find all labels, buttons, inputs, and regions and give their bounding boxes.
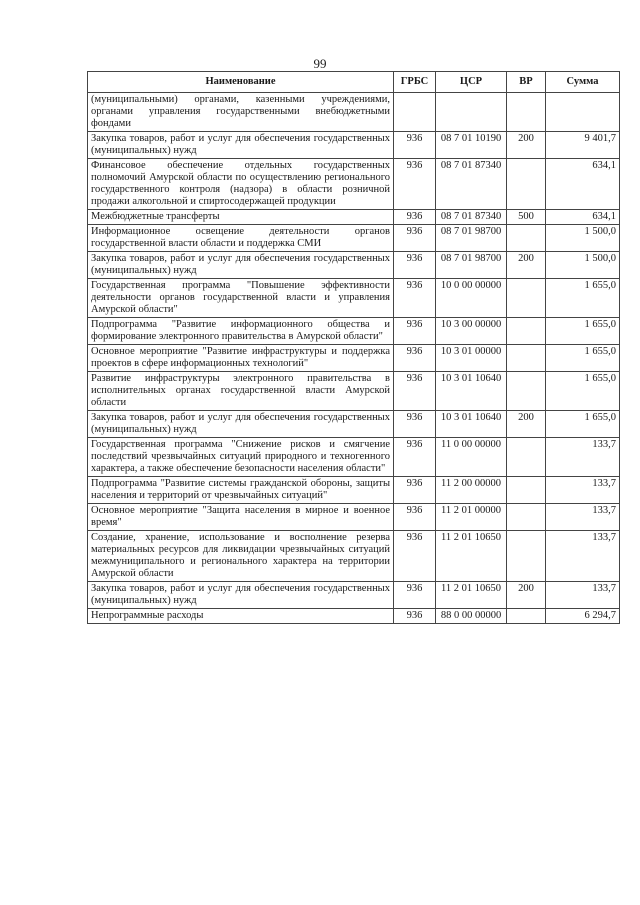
cell-name: Государственная программа "Повышение эффективности деятельности органов государственной власти и управления Амурской области" bbox=[88, 279, 394, 318]
cell-grbs: 936 bbox=[394, 345, 436, 372]
table-row bbox=[88, 438, 620, 477]
cell-sum: 1 655,0 bbox=[546, 372, 620, 411]
cell-vr: 500 bbox=[507, 210, 546, 225]
cell-csr: 08 7 01 10190 bbox=[436, 132, 507, 159]
table-row bbox=[88, 411, 620, 438]
cell-name: Закупка товаров, работ и услуг для обеспечения государственных (муниципальных) нужд bbox=[88, 411, 394, 438]
cell-grbs: 936 bbox=[394, 531, 436, 582]
cell-vr bbox=[507, 318, 546, 345]
header-vr: ВР bbox=[507, 72, 546, 93]
budget-table bbox=[87, 71, 620, 624]
cell-sum: 1 655,0 bbox=[546, 318, 620, 345]
cell-vr bbox=[507, 504, 546, 531]
cell-name: Основное мероприятие "Защита населения в мирное и военное время" bbox=[88, 504, 394, 531]
table-row bbox=[88, 477, 620, 504]
cell-name: Закупка товаров, работ и услуг для обеспечения государственных (муниципальных) нужд bbox=[88, 582, 394, 609]
cell-vr bbox=[507, 159, 546, 210]
cell-csr: 10 3 01 10640 bbox=[436, 372, 507, 411]
cell-name: Информационное освещение деятельности органов государственной власти области и поддержка СМИ bbox=[88, 225, 394, 252]
table-row bbox=[88, 372, 620, 411]
cell-grbs: 936 bbox=[394, 411, 436, 438]
cell-grbs: 936 bbox=[394, 318, 436, 345]
table-row bbox=[88, 159, 620, 210]
cell-grbs: 936 bbox=[394, 609, 436, 624]
cell-csr: 08 7 01 98700 bbox=[436, 252, 507, 279]
cell-name: Финансовое обеспечение отдельных государственных полномочий Амурской области по осуществлению регионального государственного контроля (надзора) в области розничной продажи алкогольной и спиртосодержащей продукции bbox=[88, 159, 394, 210]
header-name: Наименование bbox=[88, 72, 394, 93]
cell-csr: 10 3 01 10640 bbox=[436, 411, 507, 438]
table-row bbox=[88, 132, 620, 159]
cell-sum: 133,7 bbox=[546, 531, 620, 582]
cell-vr: 200 bbox=[507, 411, 546, 438]
cell-name: Развитие инфраструктуры электронного правительства в исполнительных органах государственной власти Амурской области bbox=[88, 372, 394, 411]
cell-sum: 133,7 bbox=[546, 582, 620, 609]
table-row bbox=[88, 609, 620, 624]
cell-vr: 200 bbox=[507, 252, 546, 279]
cell-grbs: 936 bbox=[394, 372, 436, 411]
cell-grbs bbox=[394, 93, 436, 132]
table-row bbox=[88, 252, 620, 279]
cell-name: Подпрограмма "Развитие информационного общества и формирование электронного правительства в Амурской области" bbox=[88, 318, 394, 345]
table-row bbox=[88, 93, 620, 132]
cell-sum: 9 401,7 bbox=[546, 132, 620, 159]
cell-csr: 11 2 01 00000 bbox=[436, 504, 507, 531]
cell-sum bbox=[546, 93, 620, 132]
cell-csr: 08 7 01 87340 bbox=[436, 210, 507, 225]
header-grbs: ГРБС bbox=[394, 72, 436, 93]
cell-grbs: 936 bbox=[394, 438, 436, 477]
cell-sum: 1 655,0 bbox=[546, 411, 620, 438]
table-row bbox=[88, 225, 620, 252]
cell-sum: 133,7 bbox=[546, 504, 620, 531]
page-number: 99 bbox=[313, 56, 327, 71]
cell-vr: 200 bbox=[507, 132, 546, 159]
cell-name: Закупка товаров, работ и услуг для обеспечения государственных (муниципальных) нужд bbox=[88, 252, 394, 279]
cell-csr: 10 0 00 00000 bbox=[436, 279, 507, 318]
cell-csr: 11 2 00 00000 bbox=[436, 477, 507, 504]
table-row bbox=[88, 504, 620, 531]
table-row bbox=[88, 531, 620, 582]
cell-sum: 1 500,0 bbox=[546, 252, 620, 279]
cell-csr: 08 7 01 98700 bbox=[436, 225, 507, 252]
cell-sum: 133,7 bbox=[546, 477, 620, 504]
cell-sum: 634,1 bbox=[546, 210, 620, 225]
table-row bbox=[88, 318, 620, 345]
header-sum: Сумма bbox=[546, 72, 620, 93]
cell-sum: 1 500,0 bbox=[546, 225, 620, 252]
cell-vr bbox=[507, 372, 546, 411]
cell-grbs: 936 bbox=[394, 225, 436, 252]
cell-vr bbox=[507, 225, 546, 252]
cell-vr: 200 bbox=[507, 582, 546, 609]
cell-csr: 10 3 00 00000 bbox=[436, 318, 507, 345]
cell-vr bbox=[507, 531, 546, 582]
cell-name: Создание, хранение, использование и восполнение резерва материальных ресурсов для ликвидации чрезвычайных ситуаций межмуниципального и регионального характера на территории Амурской области bbox=[88, 531, 394, 582]
cell-csr: 11 2 01 10650 bbox=[436, 531, 507, 582]
cell-grbs: 936 bbox=[394, 582, 436, 609]
table-row bbox=[88, 582, 620, 609]
table-row bbox=[88, 210, 620, 225]
cell-grbs: 936 bbox=[394, 279, 436, 318]
cell-grbs: 936 bbox=[394, 210, 436, 225]
table-row bbox=[88, 345, 620, 372]
table-row bbox=[88, 279, 620, 318]
cell-vr bbox=[507, 477, 546, 504]
cell-grbs: 936 bbox=[394, 477, 436, 504]
cell-csr: 10 3 01 00000 bbox=[436, 345, 507, 372]
cell-vr bbox=[507, 93, 546, 132]
cell-name: Государственная программа "Снижение рисков и смягчение последствий чрезвычайных ситуаций природного и техногенного характера, а также обеспечение безопасности населения области" bbox=[88, 438, 394, 477]
cell-grbs: 936 bbox=[394, 504, 436, 531]
cell-name: (муниципальными) органами, казенными учреждениями, органами управления государственными внебюджетными фондами bbox=[88, 93, 394, 132]
cell-sum: 634,1 bbox=[546, 159, 620, 210]
cell-sum: 6 294,7 bbox=[546, 609, 620, 624]
cell-csr: 08 7 01 87340 bbox=[436, 159, 507, 210]
cell-csr: 11 2 01 10650 bbox=[436, 582, 507, 609]
cell-grbs: 936 bbox=[394, 159, 436, 210]
cell-sum: 133,7 bbox=[546, 438, 620, 477]
table-header-row bbox=[88, 72, 620, 93]
cell-vr bbox=[507, 279, 546, 318]
cell-csr: 11 0 00 00000 bbox=[436, 438, 507, 477]
cell-csr: 88 0 00 00000 bbox=[436, 609, 507, 624]
cell-sum: 1 655,0 bbox=[546, 279, 620, 318]
cell-name: Непрограммные расходы bbox=[88, 609, 394, 624]
cell-grbs: 936 bbox=[394, 132, 436, 159]
header-csr: ЦСР bbox=[436, 72, 507, 93]
cell-name: Подпрограмма "Развитие системы гражданской обороны, защиты населения и территорий от чрезвычайных ситуаций" bbox=[88, 477, 394, 504]
cell-name: Основное мероприятие "Развитие инфраструктуры и поддержка проектов в сфере информационных технологий" bbox=[88, 345, 394, 372]
cell-sum: 1 655,0 bbox=[546, 345, 620, 372]
cell-vr bbox=[507, 609, 546, 624]
cell-vr bbox=[507, 438, 546, 477]
cell-vr bbox=[507, 345, 546, 372]
cell-name: Закупка товаров, работ и услуг для обеспечения государственных (муниципальных) нужд bbox=[88, 132, 394, 159]
cell-csr bbox=[436, 93, 507, 132]
cell-name: Межбюджетные трансферты bbox=[88, 210, 394, 225]
cell-grbs: 936 bbox=[394, 252, 436, 279]
